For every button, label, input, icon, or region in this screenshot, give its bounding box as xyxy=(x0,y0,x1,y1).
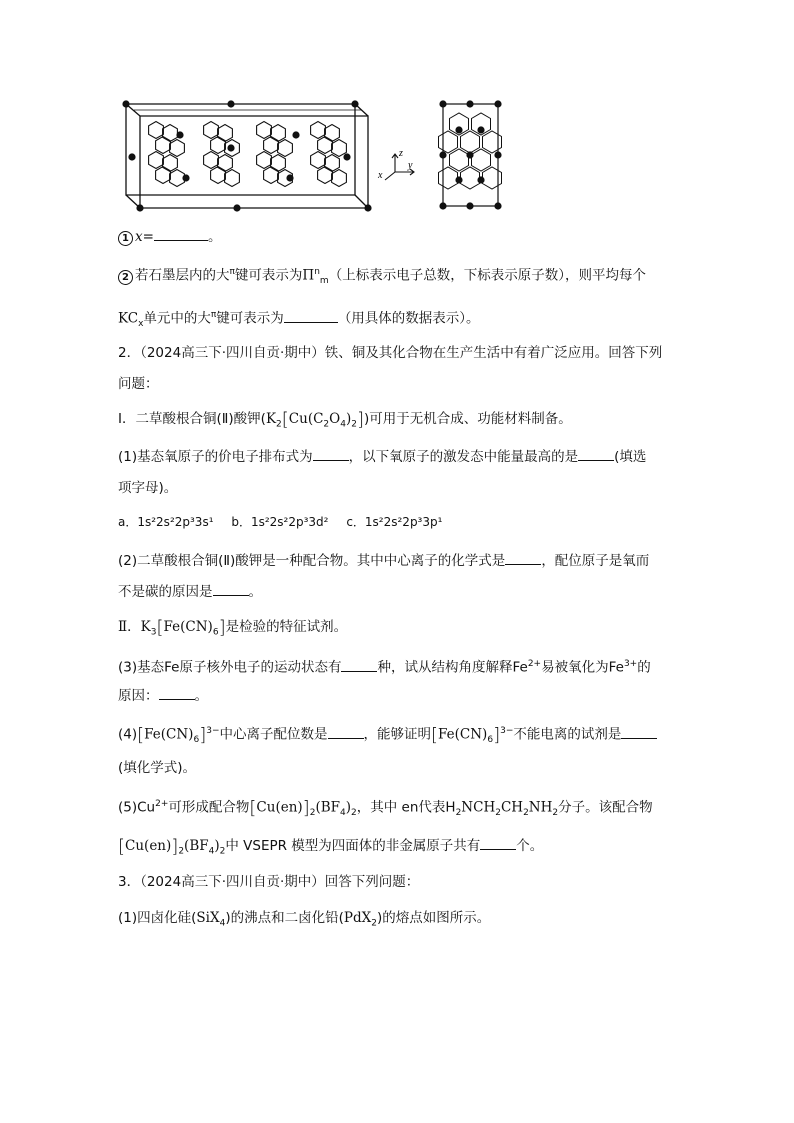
hexagon-ring xyxy=(461,167,480,189)
option-b[interactable]: b．1s²2s²2p³3d² xyxy=(231,515,329,529)
potassium-atom xyxy=(494,100,501,107)
option-a[interactable]: a．1s²2s²2p³3s¹ xyxy=(118,515,214,529)
hexagon-ring xyxy=(170,170,185,187)
answer-blank[interactable] xyxy=(505,550,541,565)
q2-header-cont: 问题： xyxy=(118,376,159,392)
potassium-atom xyxy=(439,202,446,209)
q1-sub1: 1 x= 。 xyxy=(118,226,221,247)
hexagon-ring xyxy=(156,167,171,184)
potassium-atom xyxy=(351,100,358,107)
hexagon-ring xyxy=(332,170,347,187)
hexagon-ring xyxy=(211,137,226,154)
q2-options xyxy=(118,512,442,532)
hexagon-ring xyxy=(271,125,286,142)
hexagon-ring xyxy=(278,140,293,157)
q2-s2-cont: 不是碳的原因是 。 xyxy=(118,581,262,602)
potassium-atom xyxy=(494,151,501,158)
q2-s1-cont: 项字母)。 xyxy=(118,480,178,496)
option-c[interactable]: c．1s²2s²2p³3p¹ xyxy=(346,515,443,529)
potassium-atom xyxy=(466,100,473,107)
hexagon-ring xyxy=(483,131,502,153)
potassium-atom xyxy=(477,176,484,183)
kcx-crystal-structure-figure xyxy=(0,0,794,230)
hexagon-ring xyxy=(483,167,502,189)
hexagon-ring xyxy=(264,167,279,184)
potassium-atom xyxy=(122,100,129,107)
q2-s4: $(4)[Fe(CN)_6]^{3-}$中心离子配位数是 ，能够证明$[Fe(CN)_6]^{3-}$不能电离的试剂是 xyxy=(118,721,657,750)
q1-sub2-line2: $KC_x$单元中的大$^\pi$键可表示为 （用具体的数据表示）。 xyxy=(118,305,480,334)
hexagon-ring xyxy=(311,122,326,139)
potassium-atom xyxy=(136,204,143,211)
potassium-atom xyxy=(364,204,371,211)
potassium-atom xyxy=(292,131,299,138)
hexagon-ring xyxy=(218,155,233,172)
circled-number-2: 2 xyxy=(118,270,133,285)
potassium-atom xyxy=(286,174,293,181)
hexagon-ring xyxy=(257,122,272,139)
q2-s5: $(5)Cu^{2+}$可形成配合物$[Cu(en)]_2(BF_4)_2$，其中 en代表$H_2NCH_2CH_2NH_2$分子。该配合物 xyxy=(118,797,653,819)
potassium-atom xyxy=(466,151,473,158)
hexagon-ring xyxy=(318,167,333,184)
q3-s1: (1)四卤化硅(SiX$_4$)的沸点和二卤化铅(PdX$_2$)的熔点如图所示。 xyxy=(118,910,491,929)
potassium-atom xyxy=(439,151,446,158)
answer-blank[interactable] xyxy=(341,657,377,672)
q2-s2: (2)二草酸根合铜(Ⅱ)酸钾是一种配合物。其中中心离子的化学式是 ，配位原子是氧而 xyxy=(118,550,649,571)
answer-blank[interactable] xyxy=(159,685,195,700)
answer-blank[interactable] xyxy=(154,226,208,241)
hexagon-ring xyxy=(461,131,480,153)
axis-x-label: x xyxy=(378,170,383,181)
hexagon-ring xyxy=(149,122,164,139)
circled-number-1: 1 xyxy=(118,231,133,246)
answer-blank[interactable] xyxy=(313,446,349,461)
q2-s3: (3)基态Fe原子核外电子的运动状态有 种，试从结构角度解释$Fe^{2+}$易被氧化为$Fe^{3+}$的 xyxy=(118,654,651,678)
axis-z-label: z xyxy=(399,148,403,159)
answer-blank[interactable] xyxy=(284,308,338,323)
q2-s4-cont: (填化学式)。 xyxy=(118,760,197,776)
q3-header: 3．（2024高三下·四川自贡·期中）回答下列问题： xyxy=(118,874,420,890)
answer-blank[interactable] xyxy=(480,835,516,850)
hexagon-ring xyxy=(325,125,340,142)
hexagon-ring xyxy=(318,137,333,154)
hexagon-ring xyxy=(218,125,233,142)
hexagon-ring xyxy=(204,152,219,169)
hexagon-ring xyxy=(325,155,340,172)
hexagon-ring xyxy=(149,152,164,169)
hexagon-ring xyxy=(211,167,226,184)
hexagon-ring xyxy=(332,140,347,157)
potassium-atom xyxy=(233,204,240,211)
hexagon-ring xyxy=(439,167,458,189)
hexagon-ring xyxy=(204,122,219,139)
answer-blank[interactable] xyxy=(578,446,614,461)
q2-part-ii: Ⅱ．$K_3[Fe(CN)_6]$是检验的特征试剂。 xyxy=(118,617,348,638)
answer-blank[interactable] xyxy=(328,724,364,739)
hexagon-ring xyxy=(257,152,272,169)
axis-y-label: y xyxy=(408,160,413,171)
hexagon-ring xyxy=(450,149,469,171)
hexagon-ring xyxy=(170,140,185,157)
hexagon-ring xyxy=(156,137,171,154)
potassium-atom xyxy=(227,144,234,151)
q2-header: 2．（2024高三下·四川自贡·期中）铁、铜及其化合物在生产生活中有着广泛应用。回答下列 xyxy=(118,345,663,361)
q1-sub2: 2 若石墨层内的大$^\pi$键可表示为$\Pi^n_m$（上标表示电子总数，下标表示原子数），则平均每个 xyxy=(118,262,646,291)
potassium-atom xyxy=(176,131,183,138)
potassium-atom xyxy=(439,100,446,107)
answer-blank[interactable] xyxy=(621,724,657,739)
potassium-atom xyxy=(455,176,462,183)
hexagon-ring xyxy=(439,131,458,153)
q2-s1: (1)基态氧原子的价电子排布式为 ，以下氧原子的激发态中能量最高的是 (填选 xyxy=(118,446,646,467)
hexagon-ring xyxy=(472,149,491,171)
potassium-atom xyxy=(227,100,234,107)
q2-s3-cont: 原因： 。 xyxy=(118,685,208,706)
hexagon-ring xyxy=(163,155,178,172)
hexagon-ring xyxy=(264,137,279,154)
hexagon-ring xyxy=(225,170,240,187)
potassium-atom xyxy=(494,202,501,209)
hexagon-ring xyxy=(311,152,326,169)
potassium-atom xyxy=(343,153,350,160)
answer-blank[interactable] xyxy=(213,581,249,596)
hexagon-ring xyxy=(163,125,178,142)
hexagon-ring xyxy=(271,155,286,172)
q2-part-i: Ⅰ．二草酸根合铜(Ⅱ)酸钾$(K_2[Cu(C_2O_4)_2])$可用于无机合成、功能材料制备。 xyxy=(118,409,572,430)
potassium-atom xyxy=(128,153,135,160)
potassium-atom xyxy=(455,126,462,133)
potassium-atom xyxy=(477,126,484,133)
q2-s5-cont: $[Cu(en)]_2(BF_4)_2$中 VSEPR 模型为四面体的非金属原子共有 个。 xyxy=(118,836,544,857)
potassium-atom xyxy=(182,174,189,181)
potassium-atom xyxy=(466,202,473,209)
